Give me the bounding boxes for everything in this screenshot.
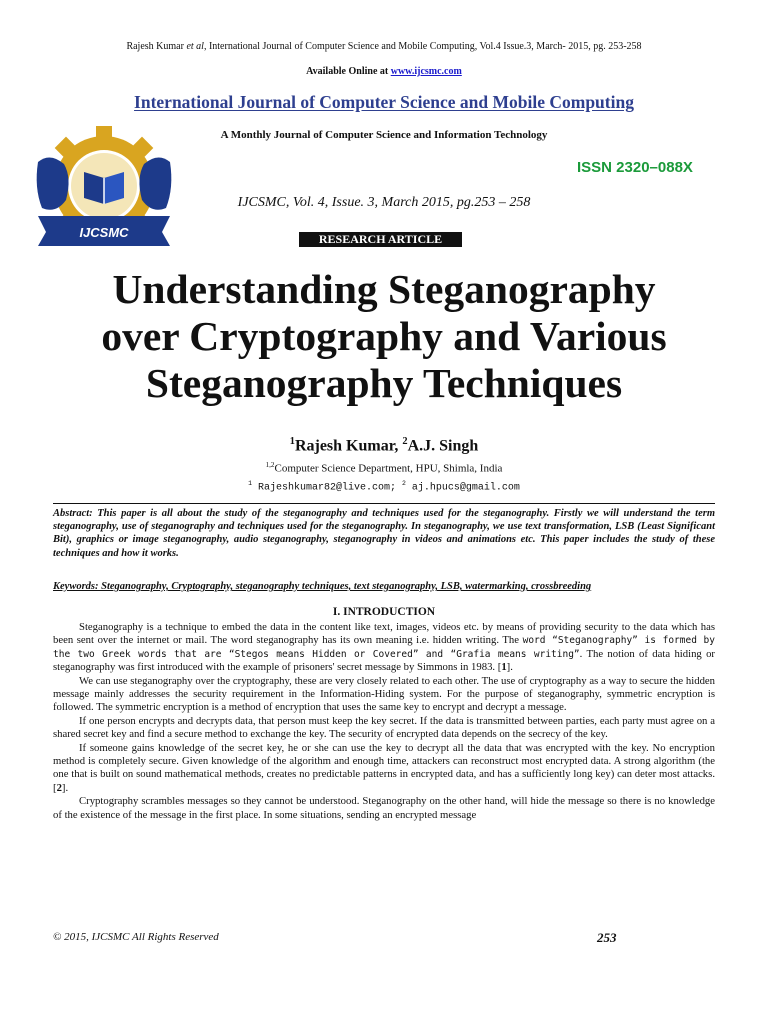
journal-subtitle: A Monthly Journal of Computer Science and Information Technology: [220, 129, 548, 141]
abstract: Abstract: This paper is all about the study of the steganography and techniques used for the steganography. Firstly we will understand the term steganography, use of steganography and techniques used for the steganography. In steganography, we use text transformation, LSB (Least Significant Bit), graphics or image steganography, audio steganography, steganography in videos and animations etc. This paper includes the study of these techniques and how it works.: [53, 508, 715, 559]
authors: $^1$Rajesh Kumar, $^2$A.J. Singh: [289, 436, 479, 455]
paragraph: If someone gains knowledge of the secret key, he or she can use the key to decrypt all the data that was encrypted with the key. No encryption method is completely secure. Given knowledge of the algorithm and enough time, attackers can reconstruct most encrypted data. A strong algorithm (the one that is built on sound mathematical methods, creates no predictable patterns in encrypted data, and has a sufficiently long key) can deter most attacks.[2].: [53, 741, 715, 794]
issn: ISSN 2320–088X: [577, 159, 693, 176]
paragraph: If one person encrypts and decrypts data, that person must keep the key secret. If the data is transmitted between parties, each party must agree on a shared secret key and find a secure method to exchange the key. The security of encrypted data depends on the secrecy of the key.: [53, 714, 715, 741]
paper-title: [0, 266, 768, 407]
body-text: [53, 621, 715, 822]
journal-title: International Journal of Computer Science and Mobile Computing: [134, 92, 634, 112]
title-line: over Cryptography and Various: [101, 313, 667, 359]
paragraph: Steganography is a technique to embed the data in the content like text, images, videos etc. by means of providing security to the data which has been sent over the internet or mail. The word steganography has its own meaning i.e. hidden writing. The word “Steganography” is formed by the two Greek words that are “Stegos means Hidden or Covered” and “Grafia means writing”. The notion of data hiding or steganography was first introduced with the example of prisoners' secret message by Simmons in 1983. [1].: [53, 621, 715, 674]
author-emails: $^1$ Rajeshkumar82@live.com; $^2$ aj.hpucs@gmail.com: [248, 480, 520, 494]
journal-logo: [30, 124, 178, 254]
footer-copyright: © 2015, IJCSMC All Rights Reserved: [53, 931, 219, 943]
affiliation: $^{1,2}$Computer Science Department, HPU, Shimla, India: [265, 461, 503, 475]
paragraph: Cryptography scrambles messages so they cannot be understood. Steganography on the other hand, will hide the message so there is no knowledge of the existence of the message in the first place. In some situations, sending an encrypted message: [53, 795, 715, 821]
page-number: 253: [597, 930, 617, 945]
email-link[interactable]: aj.hpucs@gmail.com: [405, 482, 520, 494]
title-line: Steganography Techniques: [145, 360, 623, 406]
paragraph: We can use steganography over the cryptography, these are very closely related to each other. The use of cryptography as a way to secure the hidden message mainly addresses the security requirement in the Information-Hiding system. For the purpose of steganography, symmetric encryption is followed. The symmetric encryption is a method of encryption that uses the same key to encrypt and decrypt a message.: [53, 674, 715, 714]
ribbon-banner: [38, 216, 170, 246]
title-line: Understanding Steganography: [112, 266, 656, 312]
journal-website-link[interactable]: www.ijcsmc.com: [390, 66, 462, 77]
volume-line: IJCSMC, Vol. 4, Issue. 3, March 2015, pg.253 – 258: [237, 195, 531, 210]
section-heading: I. INTRODUCTION: [332, 606, 436, 618]
available-online: Available Online at www.ijcsmc.com: [306, 66, 462, 77]
article-type-badge: RESEARCH ARTICLE: [299, 232, 462, 247]
citation-line: Rajesh Kumar et al, International Journal of Computer Science and Mobile Computing, Vol.4 Issue.3, March- 2015, pg. 253-258: [126, 41, 642, 52]
logo-text: IJCSMC: [79, 225, 129, 240]
keywords: Keywords: Steganography, Cryptography, steganography techniques, text steganography, LSB, watermarking, crossbreeding: [53, 581, 592, 592]
divider: [53, 503, 715, 504]
email-link[interactable]: Rajeshkumar82@live.com;: [251, 482, 402, 494]
